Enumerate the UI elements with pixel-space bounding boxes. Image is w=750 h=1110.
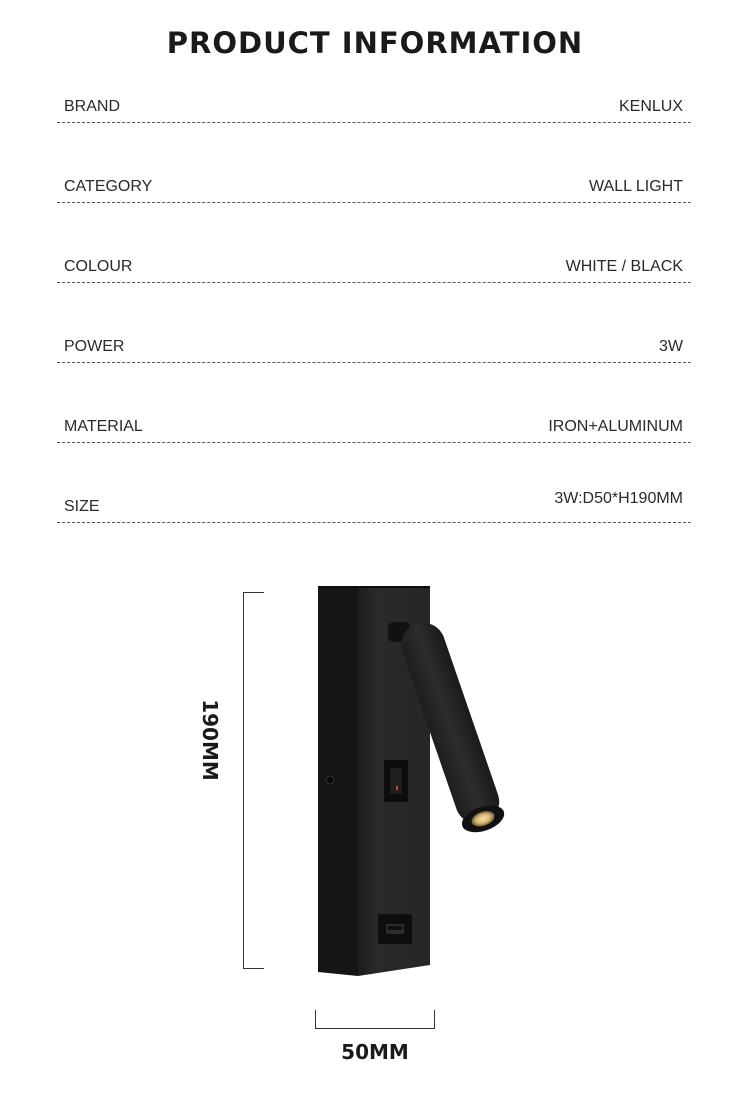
spec-row-brand <box>57 92 691 123</box>
spec-row-category <box>57 172 691 203</box>
width-dimension-label: 50MM <box>341 1040 409 1064</box>
spec-label: SIZE <box>64 498 100 515</box>
width-dimension-line <box>315 1010 435 1029</box>
spec-label: COLOUR <box>64 258 133 275</box>
spec-label: POWER <box>64 338 125 355</box>
spec-label: BRAND <box>64 98 121 115</box>
height-dimension-line <box>243 592 264 969</box>
height-dimension-label: 190MM <box>198 699 222 781</box>
spec-row-size <box>57 492 691 523</box>
spec-value: 3W:D50*H190MM <box>554 490 683 507</box>
page-title: PRODUCT INFORMATION <box>166 26 584 60</box>
spec-label: MATERIAL <box>64 418 143 435</box>
spec-value: 3W <box>659 338 683 355</box>
spec-label: CATEGORY <box>64 178 153 195</box>
spec-row-power <box>57 332 691 363</box>
spec-value: WHITE / BLACK <box>565 258 683 275</box>
spec-value: WALL LIGHT <box>589 178 683 195</box>
spec-row-material <box>57 412 691 443</box>
spec-value: IRON+ALUMINUM <box>548 418 683 435</box>
wall-lamp-image <box>300 580 540 990</box>
spec-value: KENLUX <box>618 98 683 115</box>
spec-row-colour <box>57 252 691 283</box>
